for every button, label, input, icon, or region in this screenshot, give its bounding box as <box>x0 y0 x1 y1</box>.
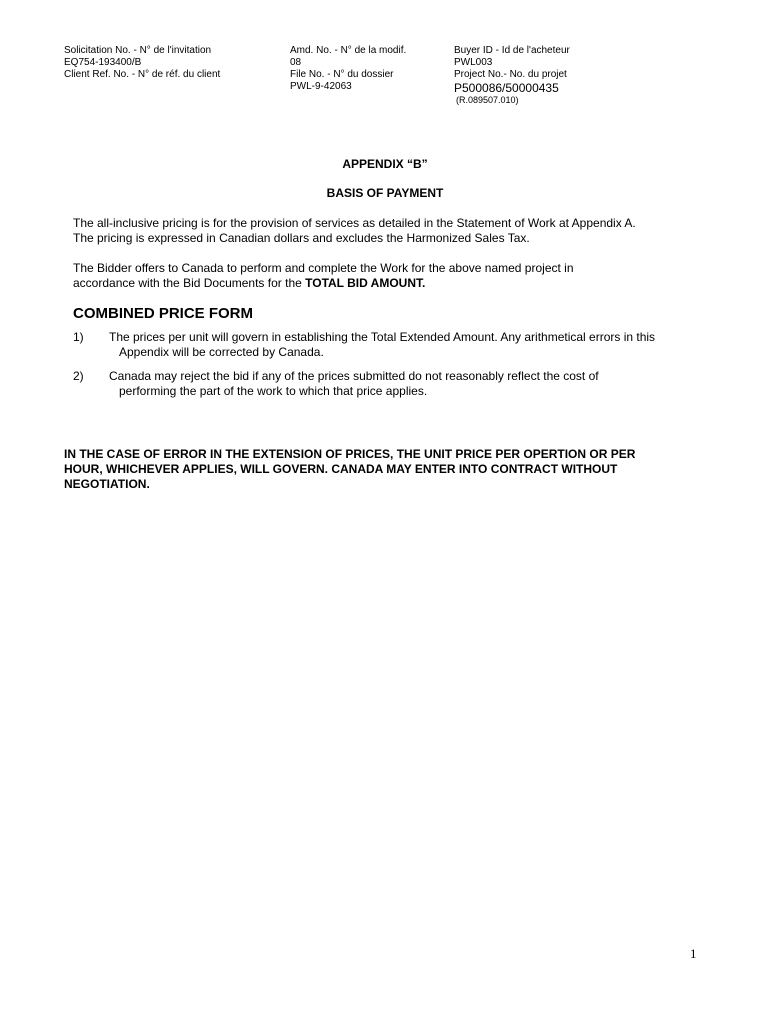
appendix-title: APPENDIX “B” <box>342 157 428 171</box>
header-buyer-block <box>454 45 570 106</box>
file-number-label: File No. - N° du dossier <box>290 69 394 80</box>
header-amendment-block <box>290 45 406 93</box>
item-2-text <box>109 369 599 399</box>
item-2-line-1: Canada may reject the bid if any of the prices submitted do not reasonably reflect the cost of <box>109 369 599 383</box>
bidder-offer-paragraph <box>73 261 574 291</box>
solicitation-number: EQ754-193400/B <box>64 57 142 68</box>
notice-line-3: NEGOTIATION. <box>64 477 150 491</box>
total-bid-amount: TOTAL BID AMOUNT. <box>305 276 426 290</box>
notice-line-1: IN THE CASE OF ERROR IN THE EXTENSION OF PRICES, THE UNIT PRICE PER OPERTION OR PER <box>64 447 636 461</box>
page-number: 1 <box>690 946 697 961</box>
client-ref-label: Client Ref. No. - N° de réf. du client <box>64 69 221 80</box>
item-2-number: 2) <box>73 369 84 383</box>
offer-line-1: The Bidder offers to Canada to perform and complete the Work for the above named project in <box>73 261 574 275</box>
project-reference: (R.089507.010) <box>456 95 519 105</box>
amendment-label: Amd. No. - N° de la modif. <box>290 45 407 56</box>
error-notice <box>64 447 635 492</box>
buyer-id-label: Buyer ID - Id de l'acheteur <box>454 45 570 56</box>
item-1-line-1: The prices per unit will govern in establishing the Total Extended Amount. Any arithmetical errors in this <box>109 330 656 344</box>
item-1-text <box>109 330 655 360</box>
solicitation-label: Solicitation No. - N° de l'invitation <box>64 45 212 56</box>
offer-line-2-text: accordance with the Bid Documents for the <box>73 276 306 290</box>
amendment-number: 08 <box>290 57 302 68</box>
item-1-line-2: Appendix will be corrected by Canada. <box>119 345 324 359</box>
item-1-number: 1) <box>73 330 84 344</box>
item-2-line-2: performing the part of the work to which that price applies. <box>119 384 428 398</box>
project-number: P500086/50000435 <box>454 81 559 95</box>
notice-line-2: HOUR, WHICHEVER APPLIES, WILL GOVERN. CANADA MAY ENTER INTO CONTRACT WITHOUT <box>64 462 618 476</box>
offer-line-2 <box>73 276 574 291</box>
header-solicitation-block <box>64 45 220 81</box>
buyer-id: PWL003 <box>454 57 493 68</box>
combined-price-form-title: COMBINED PRICE FORM <box>73 305 253 322</box>
pricing-paragraph <box>73 216 636 246</box>
pricing-line-1: The all-inclusive pricing is for the provision of services as detailed in the Statement of Work at Appendix A. <box>73 216 636 230</box>
project-number-label: Project No.- No. du projet <box>454 69 567 80</box>
pricing-line-2: The pricing is expressed in Canadian dollars and excludes the Harmonized Sales Tax. <box>73 231 530 245</box>
file-number: PWL-9-42063 <box>290 81 352 92</box>
basis-of-payment-title: BASIS OF PAYMENT <box>326 186 444 200</box>
